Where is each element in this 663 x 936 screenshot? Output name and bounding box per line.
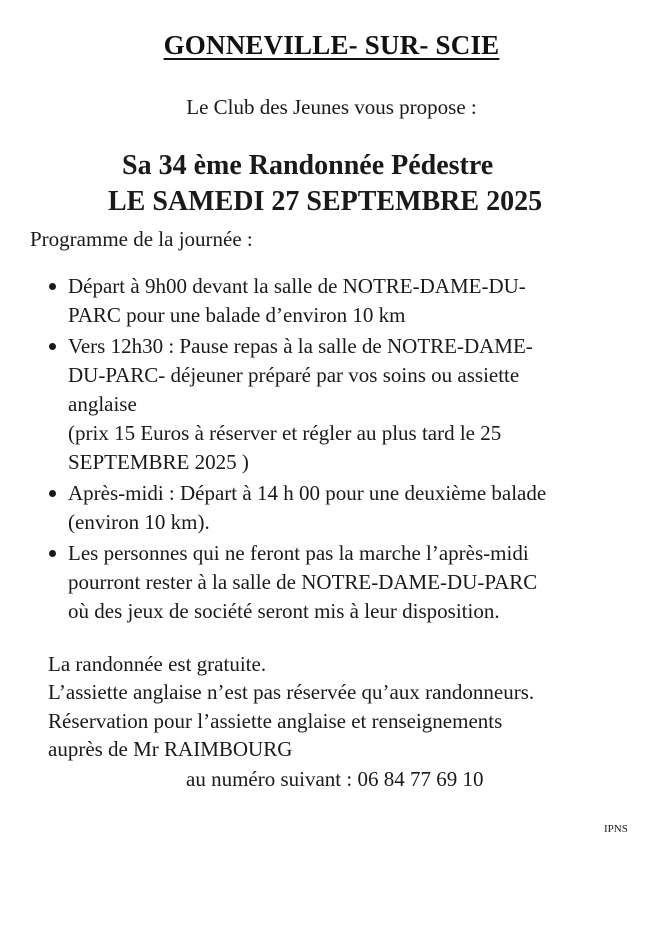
intro-text: Le Club des Jeunes vous propose : <box>186 95 477 119</box>
bullet-icon <box>49 550 56 557</box>
event-heading: Sa 34 ème Randonnée Pédestre <box>122 150 494 181</box>
footer-contact-name: auprès de Mr RAIMBOURG <box>48 737 293 761</box>
program-list <box>48 272 638 628</box>
bullet-icon <box>49 343 56 350</box>
program-item-line: Les personnes qui ne feront pas la marche l’après-midi <box>68 541 529 565</box>
program-item-line: où des jeux de société seront mis à leur disposition. <box>68 599 500 623</box>
program-label: Programme de la journée : <box>30 227 253 251</box>
program-item-line: SEPTEMBRE 2025 ) <box>68 450 249 474</box>
program-item-line: (environ 10 km). <box>68 510 210 534</box>
program-item-line: (prix 15 Euros à réserver et régler au plus tard le 25 <box>68 421 502 445</box>
event-date: LE SAMEDI 27 SEPTEMBRE 2025 <box>108 186 543 217</box>
program-item-line: Départ à 9h00 devant la salle de NOTRE-DAME-DU- <box>68 274 526 298</box>
program-item-line: pourront rester à la salle de NOTRE-DAME-DU-PARC <box>68 570 538 594</box>
program-item-line: anglaise <box>68 392 137 416</box>
program-item <box>48 332 638 477</box>
bullet-icon <box>49 283 56 290</box>
bullet-icon <box>49 490 56 497</box>
ipns-mark: IPNS <box>604 823 628 835</box>
program-item-line: Après-midi : Départ à 14 h 00 pour une deuxième balade <box>68 481 547 505</box>
program-item-line: Vers 12h30 : Pause repas à la salle de NOTRE-DAME- <box>68 334 533 358</box>
footer-reservation-text: Réservation pour l’assiette anglaise et renseignements <box>48 709 503 733</box>
program-item <box>48 539 638 626</box>
page-title: GONNEVILLE- SUR- SCIE <box>163 30 500 60</box>
footer-assiette-text: L’assiette anglaise n’est pas réservée qu’aux randonneurs. <box>48 680 535 704</box>
program-item <box>48 272 638 330</box>
footer-free-text: La randonnée est gratuite. <box>48 652 267 676</box>
program-item-line: PARC pour une balade d’environ 10 km <box>68 303 406 327</box>
program-item <box>48 479 638 537</box>
program-item-line: DU-PARC- déjeuner préparé par vos soins ou assiette <box>68 363 520 387</box>
footer-phone: au numéro suivant : 06 84 77 69 10 <box>186 767 484 791</box>
